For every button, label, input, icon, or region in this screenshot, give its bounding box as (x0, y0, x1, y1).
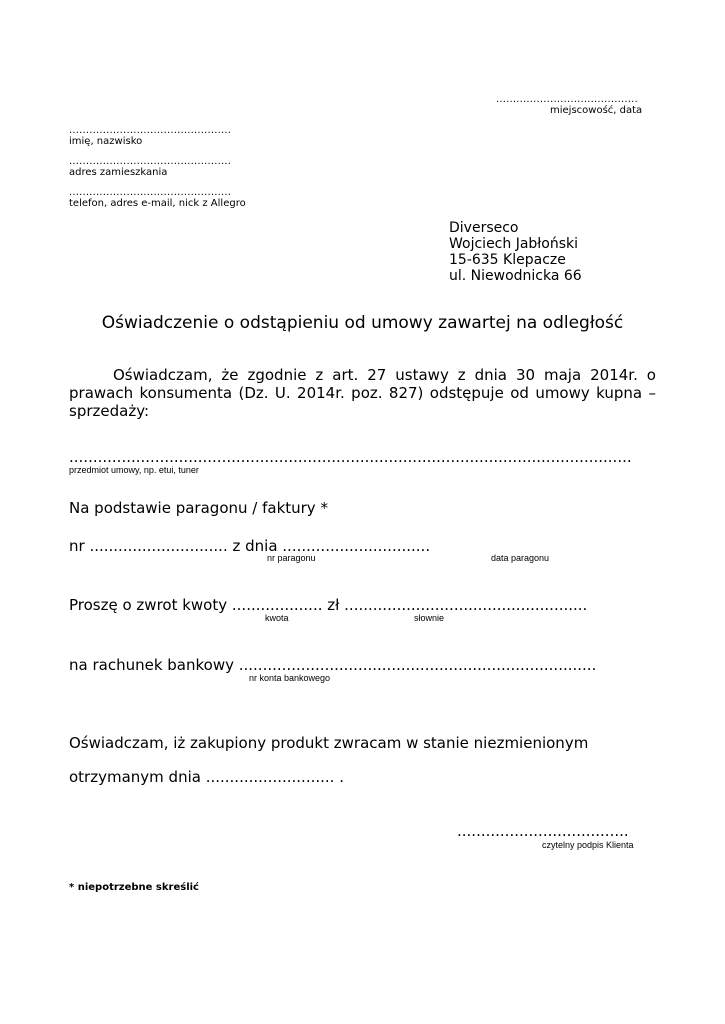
receipt-line[interactable]: nr ............................. z dnia ............................... (69, 537, 431, 555)
subject-dots[interactable]: ...................................................................................................................... (69, 448, 632, 466)
document-title: Oświadczenie o odstąpieniu od umowy zawartej na odległość (101, 313, 624, 333)
footnote: * niepotrzebne skreślić (69, 882, 199, 893)
signature-label: czytelny podpis Klienta (542, 840, 634, 850)
recipient-city: 15-635 Klepacze (449, 252, 566, 268)
place-date-dots[interactable]: .......................................... (496, 94, 638, 105)
refund-line[interactable]: Proszę o zwrot kwoty ................... zł ................................................... (69, 596, 588, 614)
recipient-company: Diverseco (449, 220, 519, 236)
bank-line[interactable]: na rachunek bankowy ........................................................................... (69, 656, 597, 674)
refund-words-label: słownie (414, 613, 445, 623)
subject-label: przedmiot umowy, np. etui, tuner (69, 465, 199, 475)
bank-label: nr konta bankowego (249, 673, 331, 683)
signature-dots[interactable]: .................................... (457, 822, 629, 840)
recipient-street: ul. Niewodnicka 66 (449, 268, 582, 284)
receipt-number-label: nr paragonu (267, 553, 316, 563)
name-dots[interactable]: ................................................ (69, 125, 232, 136)
address-dots[interactable]: ................................................ (69, 156, 232, 167)
contact-dots[interactable]: ................................................ (69, 187, 232, 198)
basis-line: Na podstawie paragonu / faktury * (69, 499, 328, 517)
place-date-label: miejscowość, data (550, 105, 643, 116)
receipt-date-label: data paragonu (491, 553, 550, 563)
refund-amount-label: kwota (265, 613, 289, 623)
received-line[interactable]: otrzymanym dnia ........................... . (69, 768, 344, 786)
address-label: adres zamieszkania (69, 167, 168, 178)
contact-label: telefon, adres e-mail, nick z Allegro (69, 198, 246, 209)
statement-paragraph (69, 366, 656, 420)
name-label: imię, nazwisko (69, 136, 143, 147)
statement-text: Oświadczam, że zgodnie z art. 27 ustawy z dnia 30 maja 2014r. o prawach konsumenta (Dz. U. 2014r. poz. 827) odstępuje od umowy kupna – sprzedaży: (69, 366, 656, 420)
condition-statement: Oświadczam, iż zakupiony produkt zwracam w stanie niezmienionym (69, 734, 589, 752)
recipient-person: Wojciech Jabłoński (449, 236, 579, 252)
